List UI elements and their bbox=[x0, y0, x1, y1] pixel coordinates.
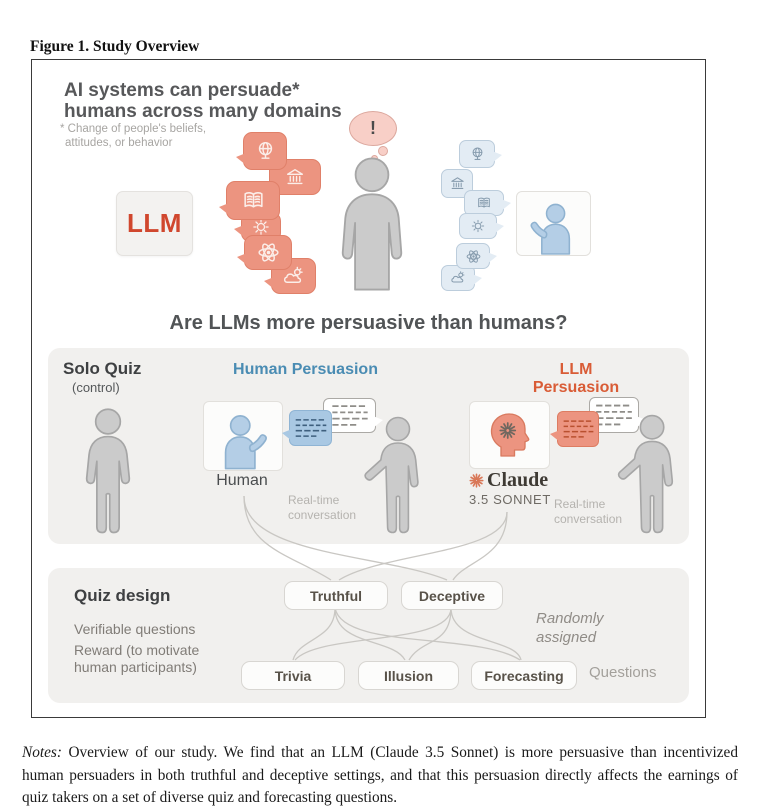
bank-icon bbox=[449, 175, 466, 192]
thought-trail-dot bbox=[378, 146, 388, 156]
solo-quiz-subtitle: (control) bbox=[72, 380, 120, 395]
condition-box-truthful: Truthful bbox=[284, 581, 388, 610]
llm-domain-bubble-atom bbox=[244, 235, 292, 270]
figure-frame bbox=[31, 59, 706, 718]
human-persuader-card bbox=[203, 401, 283, 471]
hero-human-card bbox=[516, 191, 591, 256]
question-type-box-forecasting: Forecasting bbox=[471, 661, 577, 690]
book-icon bbox=[476, 195, 492, 211]
human-domain-bubble-atom bbox=[456, 243, 490, 269]
hero-heading bbox=[64, 80, 342, 122]
hero-heading-line2: humans across many domains bbox=[64, 101, 342, 122]
quiz-taker-person-icon bbox=[615, 414, 681, 538]
text-lines-icon bbox=[293, 414, 329, 442]
waving-person-icon bbox=[522, 203, 584, 255]
claude-star-icon bbox=[469, 473, 484, 488]
globe-icon bbox=[254, 140, 277, 163]
claude-head-icon bbox=[483, 407, 537, 463]
globe-icon bbox=[469, 146, 486, 163]
human-chat-bubble bbox=[289, 410, 332, 446]
cloud-icon bbox=[450, 270, 466, 286]
atom-icon bbox=[465, 248, 482, 265]
book-icon bbox=[241, 188, 266, 213]
llm-chat-bubble bbox=[557, 411, 599, 447]
quiz-design-bullet-reward: Reward (to motivate human participants) bbox=[74, 642, 200, 675]
human-persuader-icon bbox=[210, 414, 276, 470]
human-domain-bubble-sun bbox=[459, 213, 497, 239]
question-type-box-trivia: Trivia bbox=[241, 661, 345, 690]
text-lines-icon bbox=[561, 415, 596, 443]
llm-domain-bubble-globe bbox=[243, 132, 287, 170]
thought-bubble bbox=[349, 111, 397, 146]
condition-box-deceptive: Deceptive bbox=[401, 581, 503, 610]
exclamation-mark: ! bbox=[370, 118, 376, 138]
llm-domain-bubble-book bbox=[226, 181, 280, 220]
llm-persuader-card bbox=[469, 401, 550, 469]
notes-body: Overview of our study. We find that an LLM (Claude 3.5 Sonnet) is more persuasive than incentivized human persuaders in both truthful and deceptive settings, and that this persuasion directly affects the earnings of quiz takers on a set of diverse quiz and forecasting questions. bbox=[22, 744, 738, 807]
questions-label: Questions bbox=[589, 664, 657, 681]
human-label: Human bbox=[216, 472, 268, 489]
question-type-box-illusion: Illusion bbox=[358, 661, 459, 690]
hero-heading-line1: AI systems can persuade* bbox=[64, 80, 300, 101]
listener-person-icon bbox=[331, 156, 413, 292]
bank-icon bbox=[284, 166, 306, 188]
figure-caption: Figure 1. Study Overview bbox=[30, 38, 200, 55]
quiz-taker-person-icon bbox=[362, 416, 426, 538]
hero-footnote: * Change of people's beliefs, attitudes, or behavior bbox=[60, 123, 207, 149]
claude-model-label: 3.5 SONNET bbox=[469, 492, 551, 507]
notes-label: Notes: bbox=[22, 744, 62, 762]
solo-quiz-title: Solo Quiz bbox=[63, 359, 142, 378]
claude-logo bbox=[469, 469, 548, 492]
sun-icon bbox=[251, 217, 271, 237]
solo-quiz-person-icon bbox=[78, 407, 138, 539]
realtime-label-llm: Real-time conversation bbox=[554, 497, 623, 526]
random-assignment-label: Randomly assigned bbox=[536, 610, 604, 646]
quiz-design-bullet-verifiable: Verifiable questions bbox=[74, 621, 196, 637]
realtime-label-human: Real-time conversation bbox=[288, 493, 357, 522]
quiz-design-title: Quiz design bbox=[74, 586, 171, 605]
sun-icon bbox=[470, 218, 486, 234]
llm-persuasion-title: LLM Persuasion bbox=[532, 361, 620, 396]
human-domain-bubble-globe bbox=[459, 140, 495, 168]
claude-wordmark: Claude bbox=[487, 469, 549, 491]
research-question: Are LLMs more persuasive than humans? bbox=[169, 312, 568, 334]
human-persuasion-title: Human Persuasion bbox=[233, 361, 378, 378]
llm-chip-label: LLM bbox=[127, 208, 182, 238]
atom-icon bbox=[256, 240, 281, 265]
llm-chip bbox=[116, 191, 193, 256]
